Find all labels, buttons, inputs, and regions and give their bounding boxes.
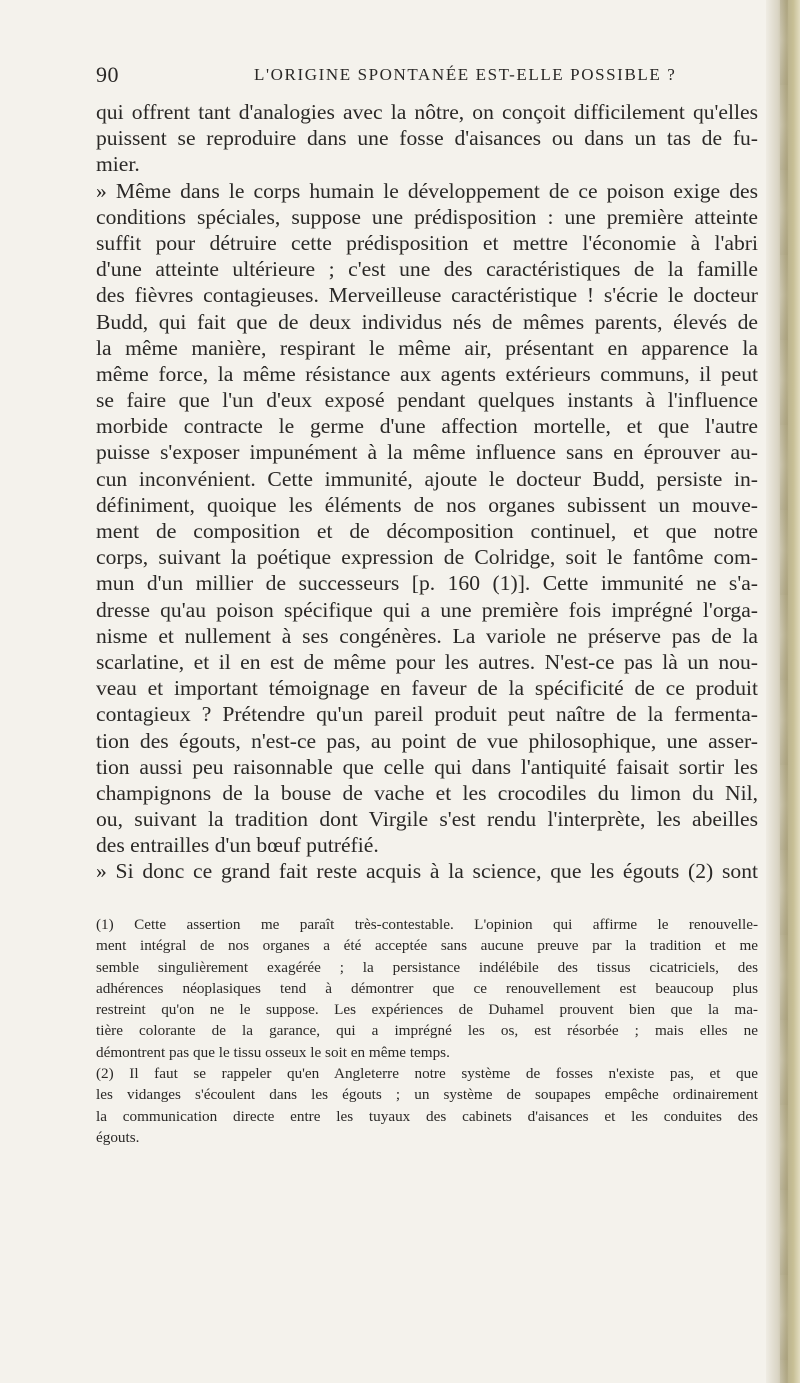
text-line: se faire que l'un d'eux exposé pendant quelques instants à l'influence — [96, 388, 758, 413]
text-line: mier. — [96, 152, 140, 177]
text-line: conditions spéciales, suppose une prédisposition : une première atteinte — [96, 204, 758, 229]
text-line: » Même dans le corps humain le développement de ce poison exige des — [96, 178, 758, 203]
text-line: tion des égouts, n'est-ce pas, au point de vue philosophique, une asser- — [96, 728, 758, 753]
text-line: cun inconvénient. Cette immunité, ajoute le docteur Budd, persiste in- — [96, 466, 758, 491]
text-line: dresse qu'au poison spécifique qui a une première fois imprégné l'orga- — [96, 597, 758, 622]
text-line: scarlatine, et il en est de même pour les autres. N'est-ce pas là un nou- — [96, 649, 758, 674]
text-line: tion aussi peu raisonnable que celle qui dans l'antiquité faisait sortir les — [96, 754, 758, 779]
text-line: Budd, qui fait que de deux individus nés de mêmes parents, élevés de — [96, 309, 758, 334]
main-text — [96, 99, 758, 885]
footnote-line: semble singulièrement exagérée ; la persistance indélébile des tissus cicatriciels, des — [96, 958, 758, 976]
running-title: L'ORIGINE SPONTANÉE EST-ELLE POSSIBLE ? — [254, 65, 677, 84]
text-line: morbide contracte le germe d'une affection mortelle, et que l'autre — [96, 414, 758, 439]
text-line: ou, suivant la tradition dont Virgile s'est rendu l'interprète, les abeilles — [96, 807, 758, 832]
text-line: contagieux ? Prétendre qu'un pareil produit peut naître de la fermenta- — [96, 702, 758, 727]
footnote-line: la communication directe entre les tuyaux des cabinets d'aisances et les conduites des — [96, 1107, 758, 1125]
text-line: mun d'un millier de successeurs [p. 160 (1)]. Cette immunité ne s'a- — [96, 571, 758, 596]
text-line: même force, la même résistance aux agents extérieurs communs, il peut — [96, 361, 758, 386]
text-line: puissent se reproduire dans une fosse d'aisances ou dans un tas de fu- — [96, 126, 758, 151]
text-line: suffit pour détruire cette prédisposition et mettre l'économie à l'abri — [96, 230, 758, 255]
text-line: » Si donc ce grand fait reste acquis à la science, que les égouts (2) sont — [96, 859, 758, 884]
footnote-line: (1) Cette assertion me paraît très-contestable. L'opinion qui affirme le renouvelle- — [96, 916, 758, 933]
footnote-line: les vidanges s'écoulent dans les égouts ; un système de soupapes empêche ordinairement — [96, 1086, 758, 1104]
footnote-line: démontrent pas que le tissu osseux le soit en même temps. — [96, 1043, 450, 1061]
footnote-line: (2) Il faut se rappeler qu'en Angleterre notre système de fosses n'existe pas, et que — [96, 1065, 758, 1083]
text-line: qui offrent tant d'analogies avec la nôtre, on conçoit difficilement qu'elles — [96, 100, 758, 124]
text-line: la même manière, respirant le même air, présentant en apparence la — [96, 335, 758, 360]
page-edge-shadow — [766, 0, 800, 1383]
page-header — [96, 62, 758, 92]
text-line: ment de composition et de décomposition continuel, et que notre — [96, 519, 758, 543]
footnote-line: tière colorante de la garance, qui a imprégné les os, est résorbée ; mais elles ne — [96, 1022, 758, 1040]
text-line: d'une atteinte ultérieure ; c'est une des caractéristiques de la famille — [96, 257, 758, 282]
text-line: nisme et nullement à ses congénères. La variole ne préserve pas de la — [96, 623, 758, 648]
footnote-line: adhérences néoplasiques tend à démontrer que ce renouvellement est beaucoup plus — [96, 979, 758, 997]
text-line: veau et important témoignage en faveur de la spécificité de ce produit — [96, 676, 758, 701]
footnote-line: égouts. — [96, 1128, 140, 1146]
footnote-line: restreint qu'on ne le suppose. Les expériences de Duhamel prouvent bien que la ma- — [96, 1001, 758, 1019]
text-line: des fièvres contagieuses. Merveilleuse caractéristique ! s'écrie le docteur — [96, 283, 758, 308]
text-line: corps, suivant la poétique expression de Colridge, soit le fantôme com- — [96, 545, 758, 570]
footnote-line: ment intégral de nos organes a été acceptée sans aucune preuve par la tradition et me — [96, 937, 758, 955]
text-line: des entrailles d'un bœuf putréfié. — [96, 833, 379, 858]
text-line: définiment, quoique les éléments de nos organes subissent un mouve- — [96, 492, 758, 517]
footnotes — [96, 914, 758, 1148]
text-line: champignons de la bouse de vache et les crocodiles du limon du Nil, — [96, 780, 758, 805]
text-line: puisse s'exposer impunément à la même influence sans en éprouver au- — [96, 440, 758, 465]
page-number: 90 — [96, 62, 119, 87]
